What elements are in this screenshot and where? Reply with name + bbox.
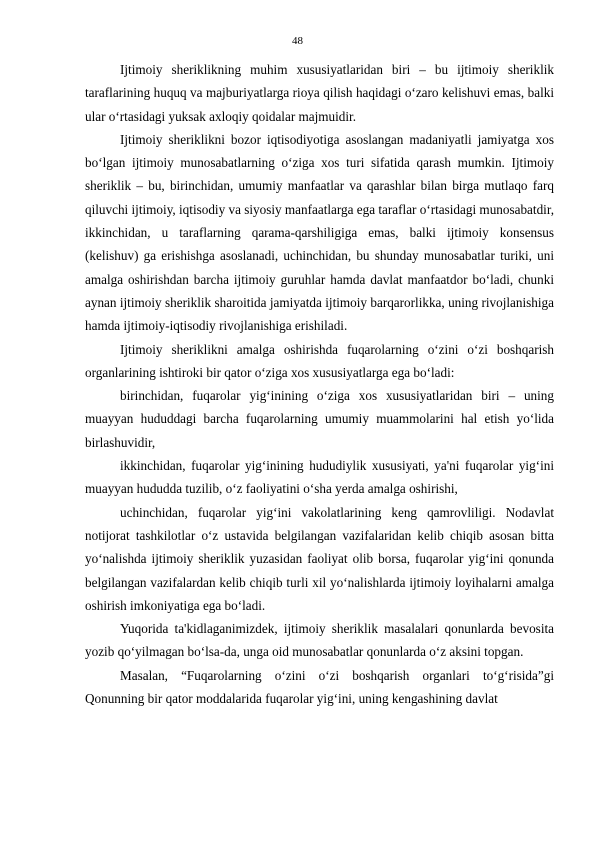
- paragraph: Masalan, “Fuqarolarning o‘zini o‘zi boshqarish organlari to‘g‘risida”gi Qonunning bir qator moddalarida fuqarolar yig‘ini, uning kengashining davlat: [85, 667, 554, 707]
- paragraph: Yuqorida ta'kidlaganimizdek, ijtimoiy sheriklik masalalari qonunlarda bevosita yozib qo‘yilmagan bo‘lsa-da, unga oid munosabatlar qonunlarda o‘z aksini topgan.: [85, 621, 554, 660]
- paragraph: uchinchidan, fuqarolar yig‘ini vakolatlarining keng qamrovliligi. Nodavlat notijorat tashkilotlar o‘z ustavida belgilangan vazifalaridan kelib chiqib asosan bitta yo‘nalishda ijtimoiy sheriklik yuzasidan faoliyat olib borsa, fuqarolar yig‘ini qonunda belgilangan vazifalardan kelib chiqib turli xil yo‘nalishlarda ijtimoiy loyihalarni amalga oshirish imkoniyatiga ega bo‘ladi.: [85, 504, 554, 613]
- paragraph: birinchidan, fuqarolar yig‘inining o‘ziga xos xususiyatlaridan biri – uning muayyan hududdagi barcha fuqarolarning umumiy muammolarini hal etish yo‘lida birlashuvidir,: [85, 388, 554, 450]
- paragraph: Ijtimoiy sheriklikni bozor iqtisodiyotiga asoslangan madaniyatli jamiyatga xos bo‘lgan ijtimoiy munosabatlarning o‘ziga xos turi sifatida qarash mumkin. Ijtimoiy sheriklik – bu, birinchidan, umumiy manfaatlar va qarashlar bilan birga mutlaqo farq qiluvchi ijtimoiy, iqtisodiy va siyosiy manfaatlarga ega taraflar o‘rtasidagi munosabatdir, ikkinchidan, u taraflarning qarama-qarshiligiga emas, balki ijtimoiy konsensus (kelishuv) ga erishishga asoslanadi, uchinchidan, bu shunday munosabatlar turiki, uni amalga oshirishdan barcha ijtimoiy guruhlar hamda davlat manfaatdor bo‘ladi, chunki aynan ijtimoiy sheriklik sharoitida jamiyatda ijtimoiy barqarorlikka, uning rivojlanishiga hamda ijtimoiy-iqtisodiy rivojlanishiga erishiladi.: [85, 131, 554, 334]
- paragraph: Ijtimoiy sheriklikni amalga oshirishda fuqarolarning o‘zini o‘zi boshqarish organlarining ishtiroki bir qator o‘ziga xos xususiyatlarga ega bo‘ladi:: [85, 341, 554, 380]
- paragraph: ikkinchidan, fuqarolar yig‘inining hududiylik xususiyati, ya'ni fuqarolar yig‘ini muayyan hududda tuzilib, o‘z faoliyatini o‘sha yerda amalga oshirishi,: [85, 458, 554, 497]
- document-body: [85, 58, 554, 710]
- page-number: 48: [292, 35, 303, 47]
- paragraph: Ijtimoiy sheriklikning muhim xususiyatlaridan biri – bu ijtimoiy sheriklik taraflarining huquq va majburiyatlarga rioya qilish haqidagi o‘zaro kelishuvi emas, balki ular o‘rtasidagi yuksak axloqiy qoidalar majmuidir.: [85, 62, 554, 124]
